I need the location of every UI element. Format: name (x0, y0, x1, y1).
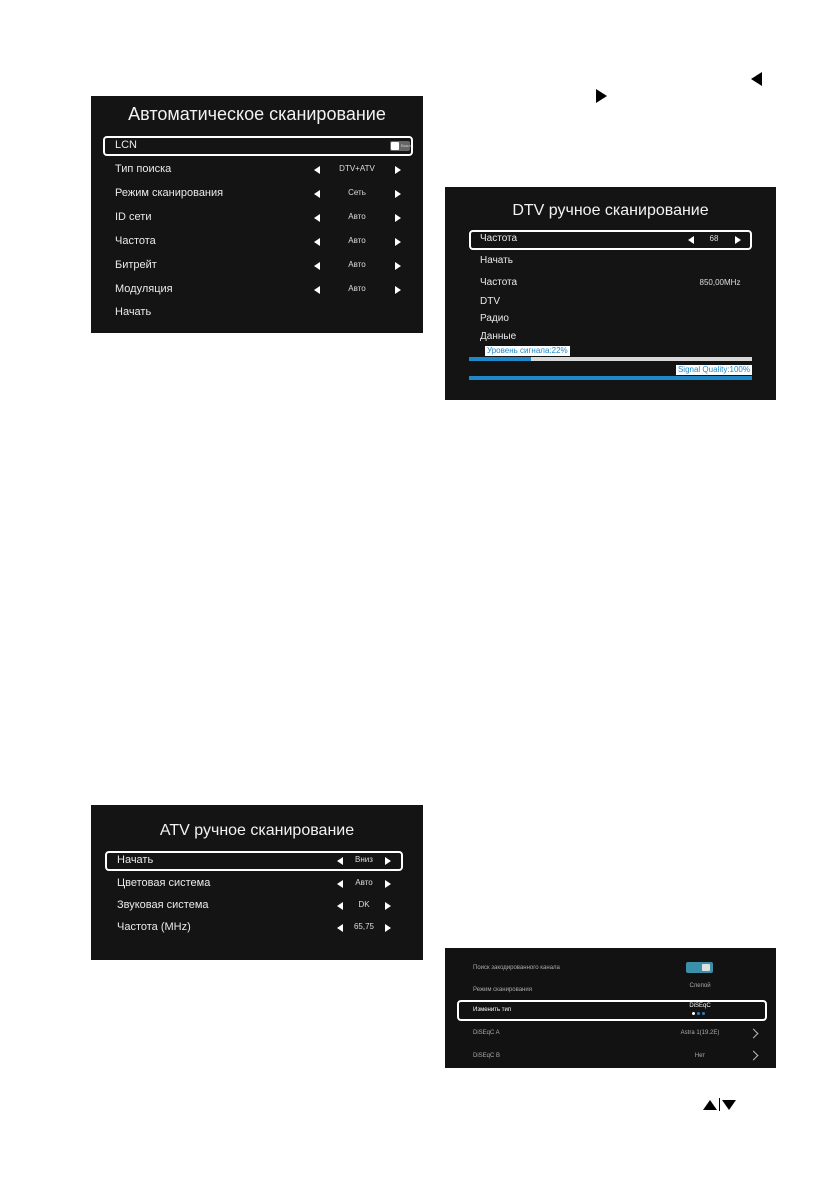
channel-row[interactable] (480, 230, 745, 250)
data-row (480, 328, 745, 348)
left-arrow-icon[interactable] (337, 857, 343, 865)
change-type-value: DiSEqC (689, 1003, 711, 1009)
sound-system-row[interactable] (117, 896, 397, 916)
scan-mode-label: Режим сканирования (473, 987, 532, 993)
atv-manual-title: ATV ручное сканирование (159, 822, 355, 839)
freq-info-row (480, 274, 745, 294)
page-dot (702, 1012, 705, 1015)
scan-mode-label: Режим сканирования (115, 187, 224, 199)
auto-scan-panel (91, 96, 423, 333)
radio-row (480, 310, 745, 330)
right-arrow-icon (596, 89, 607, 103)
search-type-row[interactable] (115, 160, 405, 180)
lcn-toggle[interactable] (390, 141, 410, 151)
right-arrow-icon[interactable] (385, 880, 391, 888)
satellite-panel (445, 948, 776, 1068)
change-type-label: Изменить тип (473, 1007, 512, 1013)
left-arrow-icon[interactable] (314, 262, 320, 270)
channel-label: Частота (480, 233, 518, 244)
left-arrow-icon[interactable] (337, 902, 343, 910)
left-arrow-icon[interactable] (314, 166, 320, 174)
toggle-knob (391, 142, 399, 150)
right-arrow-icon[interactable] (395, 214, 401, 222)
left-arrow-icon[interactable] (314, 238, 320, 246)
left-arrow-icon[interactable] (337, 880, 343, 888)
network-id-row[interactable] (115, 208, 405, 228)
signal-quality-fill (469, 376, 752, 380)
lcn-row[interactable] (115, 136, 411, 156)
color-system-value: Авто (355, 878, 373, 887)
dtv-manual-panel (445, 187, 776, 400)
bitrate-row[interactable] (115, 256, 405, 276)
left-arrow-icon[interactable] (688, 236, 694, 244)
right-arrow-icon[interactable] (395, 166, 401, 174)
signal-quality-bar (469, 376, 752, 380)
atv-manual-panel (91, 805, 423, 960)
scrambled-label: Поиск закодированного канала (473, 965, 560, 971)
diseqc-a-value: Astra 1(19.2E) (680, 1030, 720, 1036)
atv-start-label: Начать (117, 854, 154, 866)
atv-start-row[interactable] (117, 851, 397, 871)
atv-frequency-value: 65,75 (353, 922, 375, 931)
right-arrow-icon[interactable] (395, 286, 401, 294)
left-arrow-icon[interactable] (314, 286, 320, 294)
bitrate-label: Битрейт (115, 259, 157, 271)
frequency-value: Авто (348, 236, 366, 245)
page-dot (697, 1012, 700, 1015)
start-label: Начать (115, 306, 152, 318)
separator-line (719, 1098, 720, 1111)
network-id-label: ID сети (115, 211, 152, 223)
search-type-value: DTV+ATV (339, 164, 375, 173)
dtv-manual-title: DTV ручное сканирование (512, 202, 709, 219)
down-arrow-icon (722, 1100, 736, 1110)
diseqc-b-value: Нет (694, 1053, 706, 1059)
scan-mode-value: Сеть (348, 188, 366, 197)
up-arrow-icon (703, 1100, 717, 1110)
dtv-start-label: Начать (480, 255, 513, 266)
modulation-value: Авто (348, 284, 366, 293)
signal-level-fill (469, 357, 531, 361)
frequency-row[interactable] (115, 232, 405, 252)
left-arrow-icon[interactable] (314, 190, 320, 198)
right-arrow-icon[interactable] (395, 238, 401, 246)
right-arrow-icon[interactable] (385, 924, 391, 932)
freq-info-label: Частота (480, 277, 518, 288)
color-system-label: Цветовая система (117, 877, 211, 889)
right-arrow-icon[interactable] (395, 262, 401, 270)
sound-system-label: Звуковая система (117, 899, 209, 911)
scan-mode-value: Слепой (689, 983, 711, 989)
freq-info-value: 850,00MHz (699, 278, 741, 287)
dtv-label: DTV (480, 296, 500, 307)
left-arrow-icon[interactable] (314, 214, 320, 222)
radio-label: Радио (480, 313, 509, 324)
color-system-row[interactable] (117, 874, 397, 894)
chevron-right-icon[interactable] (749, 1051, 759, 1061)
left-arrow-icon (751, 72, 762, 86)
frequency-label: Частота (115, 235, 156, 247)
modulation-row[interactable] (115, 280, 405, 300)
lcn-label: LCN (115, 139, 138, 151)
toggle-knob (702, 964, 710, 971)
signal-level-text: Уровень сигнала:22% (487, 346, 568, 355)
diseqc-a-label: DiSEqC A (473, 1030, 500, 1036)
start-button[interactable] (115, 303, 405, 323)
search-type-label: Тип поиска (115, 163, 172, 175)
bitrate-value: Авто (348, 260, 366, 269)
atv-frequency-row[interactable] (117, 918, 397, 938)
auto-scan-title: Автоматическое сканирование (128, 104, 386, 124)
chevron-right-icon[interactable] (749, 1029, 759, 1039)
left-arrow-icon[interactable] (337, 924, 343, 932)
right-arrow-icon[interactable] (735, 236, 741, 244)
right-arrow-icon[interactable] (395, 190, 401, 198)
scan-mode-row[interactable] (115, 184, 405, 204)
atv-frequency-label: Частота (MHz) (117, 921, 191, 933)
page-dot-active (692, 1012, 695, 1015)
channel-value: 68 (709, 234, 719, 243)
signal-level-bar (469, 357, 752, 361)
right-arrow-icon[interactable] (385, 857, 391, 865)
lcn-toggle-text: Выкл (401, 143, 411, 148)
sound-system-value: DK (358, 900, 370, 909)
diseqc-b-label: DiSEqC B (473, 1053, 501, 1059)
signal-quality-text: Signal Quality:100% (677, 365, 750, 374)
right-arrow-icon[interactable] (385, 902, 391, 910)
scrambled-toggle[interactable] (686, 962, 713, 973)
modulation-label: Модуляция (115, 283, 173, 295)
data-label: Данные (480, 331, 517, 342)
dtv-start-button[interactable] (480, 252, 745, 272)
atv-start-value: Вниз (355, 855, 373, 864)
network-id-value: Авто (348, 212, 366, 221)
